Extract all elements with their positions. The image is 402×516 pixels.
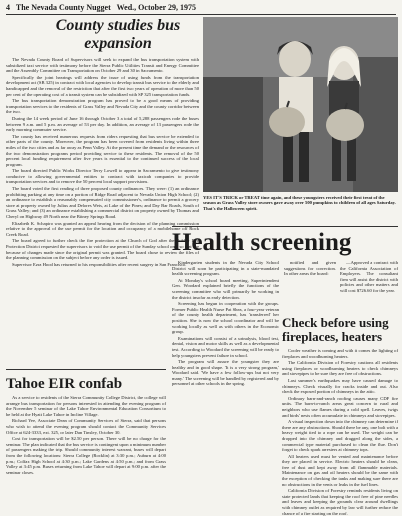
bus-paragraph: The Nevada County Board of Supervisors will seek to expand the bus transportation system with subsidized taxi service with testimony before the Sierra Public Utilities Transit and Energy Committee and the Assembly Committee on Transportation on October 29 and 30 in Sacramento. bbox=[6, 57, 199, 74]
bus-article-body bbox=[6, 57, 199, 364]
fireplace-paragraph: Ordinary barn-and-ranch roofing causes many CDF fire units. The barn-to-ranch areas great concern to rural and neighbors who use flames during a cold spell. Leaves, twigs and birds' nests often accumulate in chimneys and stovepipes. bbox=[282, 395, 398, 418]
bus-article-headline: County studies bus expansion bbox=[55, 17, 181, 52]
bus-paragraph: The bus transportation demonstration program has proved to be a good means of providing transportation services to the residents of Grass Valley and Nevada City and the county corridor between the two. bbox=[6, 98, 199, 115]
health-paragraph: Kindergarten students in the Nevada City School District will soon be participating in a state-mandated health screening program. bbox=[172, 260, 279, 277]
paper-name: The Nevada County Nugget bbox=[15, 3, 111, 12]
health-article-headline: Health screening bbox=[172, 229, 352, 256]
bus-paragraph: The board agreed to further check the fire protection at the Church of God after the Rubber Fire Protection District requested the supervisors to void the use permit of the Sunday school only so that she because of changes made since the original permit was granted. The board chose to review the files of the planning commission on the subject before any order is issued. bbox=[6, 238, 199, 261]
bus-paragraph: The board directed Public Works Director Terry Lowell to appear in Sacramento to give testimony conducive to allowing governmental entities to contract with taxicab companies to provide transportation services and to remove the 50 percent local support provisions. bbox=[6, 168, 199, 185]
masthead bbox=[6, 3, 396, 15]
bus-paragraph: During the 14 week period of June 16 through October 3 a total of 5,288 passengers rode the buses between 9 a.m. and 5 p.m. an average of 53 per day. In addition, an average of 13 passengers rode the early morning commuter service. bbox=[6, 115, 199, 133]
health-paragraph: Screening has begun in cooperation with the groups. Former Public Health Nurse Pat Shea, a four-year veteran of the county health department, has 'transferred' her position. She is now the school coordinator and will be working locally as well as with others in the Economic group. bbox=[172, 301, 279, 335]
health-article-col1 bbox=[172, 260, 279, 496]
fireplace-paragraph: All heaters used must be vented and maintenance before they are placed in service. Electric heaters should be clean, free of dust and kept away from all flammable materials. Maintenance on gas and oil heaters should be the same with the exception of checking the tanks and making sure there are no obstructions in the vents or leaks in the fuel lines. bbox=[282, 453, 398, 487]
photo-caption: YES IT'S TRICK or TREAT time again, and these youngsters received their first treat of the season as Grass Valley store owners gave away over 500 pumpkins to children of all ages Saturday. That's the Halloween spirit. bbox=[203, 195, 396, 211]
tahoe-paragraph: As a service to residents of the Sierra Community College District, the college will arrange bus transportation for persons interested in attending the evening program of the November 5 seminar of the Lake Tahoe Environmental Education Consortium to be held at the Hyatt Lake Tahoe in Incline Village. bbox=[6, 395, 166, 417]
fireplace-paragraph: The California Division of Forestry cautions all residents using fireplaces or woodburning heaters to check chimneys and stovepipes to be sure they are free of obstructions. bbox=[282, 360, 398, 377]
health-paragraph: Examinations will consist of a urinalysis, blood test, dental, vision and motor skills as well as a developmental test. According to Woodard the screening will be ready to help youngsters prevent failure in school. bbox=[172, 335, 279, 358]
health-paragraph: The program will assure the youngster they are healthy and in good shape. 'It is a very strong program,' Woodard said. 'We have a few follow-ups but not very many.' The screening will be handled by registered and by personnel at other schools in the spring. bbox=[172, 359, 279, 387]
health-article-col3 bbox=[340, 260, 398, 312]
fireplace-paragraph: Cooler weather is coming and with it comes the lighting of fireplaces and woodburning heaters. bbox=[282, 348, 398, 359]
tahoe-paragraph: Richard Yee, Associate Dean of Community Services of Sierra, said that persons who wish to attend the evening program should contact the Community Services Office at 624-3333, ext. 325, or later Dan Tinsley, October 30. bbox=[6, 418, 166, 435]
fireplace-paragraph: A visual inspection down into the chimney can determine if there are any obstructions. Should there be any, one bolt with a heavy weight tied to a rope can be used. The weight can be dropped into the chimney and dragged along the sides, a commercial type material purchased to clean the flue. Don't forget to check spark arresters at chimney tops. bbox=[282, 419, 398, 453]
tahoe-article-headline: Tahoe EIR confab bbox=[6, 376, 123, 392]
health-article-col2 bbox=[284, 260, 336, 312]
bus-paragraph: The county has received numerous requests from riders requesting that bus service be extended to other parts of the county. Moreover, the program has been covered from residents living within three miles of the two cities and as far away as Penn Valley. At the present time the demand or the resources of the two demonstration programs period providing service to these residents. The removal of the 50 percent local funding requirement after five years is essential to the continued success of the local program. bbox=[6, 133, 200, 167]
tahoe-article-body bbox=[6, 395, 166, 496]
health-paragraph: notified and given suggestions for correction. In other areas the board: bbox=[284, 260, 336, 277]
halloween-photo bbox=[203, 17, 398, 192]
fireplace-paragraph: California Division of Forestry reminds residents living on state protected lands that keeping the roof free of pine needles and leaves and keeping the grounds clear around dwellings with chimney outlet as required by law will further reduce the chance of a fire starting on the roof. bbox=[282, 488, 398, 516]
bus-paragraph: Elizabeth K. Schapiro was granted an appeal hearing from the decision of the planning commission relative to the approval of the use permit for the location and occupancy of a mobilehome off Rock Creek Road. bbox=[6, 220, 199, 237]
fireplace-article-body bbox=[282, 348, 398, 516]
health-paragraph: At Monday's school board meeting, Superintendent Gen. Woodard explained briefly the functions of the screening committee who will primarily be working in the district insofar as early detection. bbox=[172, 277, 279, 300]
fireplace-article-headline: Check before using fireplaces, heaters bbox=[282, 315, 389, 344]
page-number: 4 bbox=[6, 3, 10, 12]
fireplace-paragraph: Last summer's earthquakes may have caused damage to chimneys. Check visually for cracks inside and out. Also check the exposed portion of chimneys in the attic. bbox=[282, 377, 398, 395]
bus-paragraph: Specifically the joint hearings will address the issue of using funds from the transportation development act (SB 325) in contract with local agencies to develop transit bus service to the elderly and handicapped and the removal of the restriction that after the first two years of operation of more than 50 per cent of the operating cost of a transit system can be subsidized with SP 325 transportation funds. bbox=[6, 74, 200, 97]
bus-paragraph: Supervisor Ezra Hood has returned to his responsibilities after recent surgery in San Francisco. bbox=[12, 261, 187, 267]
health-paragraph: —Approved a contract with the California Association of Employers. The consultant firm will assist the district with policies and other matters and will cost $726.60 for the year. bbox=[340, 260, 398, 293]
issue-date: Wed., October 29, 1975 bbox=[116, 3, 197, 12]
tahoe-paragraph: Cost for transportation will be $2.50 per person. There will be no charge for the seminar. The plan indicated that the bus service is contingent upon a minimum number of passengers making the trip. Should community interest warrant, buses will depart from the following locations: Sierra College (Rocklin) at 3:30 p.m.; Auburn at 4:00 p.m.; Colfax High School at 4:30 p.m.; Lake Gardens at 4:50 p.m.; and from Grass Valley at 3:45 p.m. Buses returning from Lake Tahoe will depart at 9:00 p.m. after the seminar closes. bbox=[6, 436, 166, 475]
bus-paragraph: The board voted the first reading of three proposed county ordinances. They were: (1) an ordinance prohibiting parking at any time on a portion of Ridge Road adjacent to Nevada Union High School; (2) an ordinance to establish a reasonably compensated city commissioner's, ordinance to permit a grocery store at property owned by Julius and Delores Weis, at Lake of the Pines; and Day Bar Roads, South of Grass Valley; and (3) an ordinance establishing a commercial district on property owned by Thomas and Cheryl on Highway 49 North near the Bitney Springs Road. bbox=[6, 186, 199, 220]
children-pumpkins-image bbox=[203, 17, 398, 192]
divider bbox=[6, 369, 166, 370]
divider bbox=[172, 226, 398, 227]
